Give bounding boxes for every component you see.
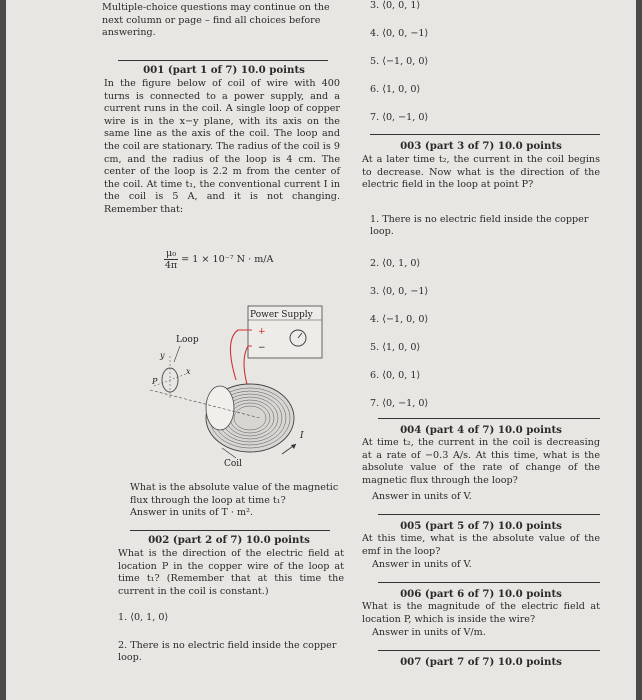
q007-header: 007 (part 7 of 7) 10.0 points bbox=[400, 656, 562, 668]
current-label: I bbox=[300, 431, 304, 441]
plus-terminal: + bbox=[258, 327, 266, 337]
q006-header: 006 (part 6 of 7) 10.0 points bbox=[400, 588, 562, 600]
point-p-label: P bbox=[152, 377, 158, 386]
q003-choice-2: 2. ⟨0, 1, 0⟩ bbox=[370, 258, 421, 269]
q004-body: At time t₂, the current in the coil is decreasing at a rate of −0.3 A/s. At this time, what is the absolute value of the rate of change of the magnetic flux through the loop? bbox=[362, 437, 600, 486]
q002-choice-3: 3. ⟨0, 0, 1⟩ bbox=[370, 0, 421, 11]
q001-answer-units: Answer in units of T · m². bbox=[130, 507, 254, 518]
q002-header: 002 (part 2 of 7) 10.0 points bbox=[148, 534, 310, 546]
divider bbox=[378, 418, 600, 419]
q003-choice-5: 5. ⟨1, 0, 0⟩ bbox=[370, 342, 421, 353]
coil-loop-figure bbox=[140, 300, 330, 470]
q002-choice-2: 2. There is no electric field inside the copper loop. bbox=[118, 640, 337, 663]
q003-body: At a later time t₂, the current in the coil begins to decrease. Now what is the direction of the electric field in the loop at point P? bbox=[362, 154, 600, 191]
q001-body: In the figure below of coil of wire with 400 turns is connected to a power supply, and a current runs in the coil. A single loop of copper wire is in the x−y plane, with its axis on the same line as the axis of the coil. The loop and the coil are stationary. The radius of the coil is 9 cm, and the radius of the loop is 4 cm. The center of the loop is 2.2 m from the center of the coil. At time t₁, the conventional current I in the coil is 5 A, and it is not changing. Remember that: bbox=[104, 78, 340, 215]
coil-label: Coil bbox=[224, 459, 243, 469]
mu0-formula bbox=[164, 248, 273, 271]
q004-answer-units: Answer in units of V. bbox=[372, 491, 472, 502]
intro-note: Multiple-choice questions may continue on the next column or page – find all choices before answering. bbox=[102, 2, 330, 39]
q001-header: 001 (part 1 of 7) 10.0 points bbox=[143, 64, 305, 76]
q003-header: 003 (part 3 of 7) 10.0 points bbox=[400, 140, 562, 152]
minus-terminal: − bbox=[258, 343, 266, 353]
power-supply-label: Power Supply bbox=[250, 310, 313, 320]
formula-denominator: 4π bbox=[164, 260, 178, 271]
q002-choice-5: 5. ⟨−1, 0, 0⟩ bbox=[370, 56, 429, 67]
q004-header: 004 (part 4 of 7) 10.0 points bbox=[400, 424, 562, 436]
q002-choice-1: 1. ⟨0, 1, 0⟩ bbox=[118, 612, 169, 623]
q002-choice-6: 6. ⟨1, 0, 0⟩ bbox=[370, 84, 421, 95]
divider bbox=[130, 530, 330, 531]
y-axis-label: y bbox=[160, 351, 165, 360]
q001-question: What is the absolute value of the magnetic flux through the loop at time t₁? bbox=[130, 482, 339, 506]
q005-answer-units: Answer in units of V. bbox=[372, 559, 472, 570]
formula-rhs: = 1 × 10⁻⁷ N · m/A bbox=[181, 254, 274, 265]
q002-choice-7: 7. ⟨0, −1, 0⟩ bbox=[370, 112, 429, 123]
q003-choice-4: 4. ⟨−1, 0, 0⟩ bbox=[370, 314, 429, 325]
x-axis-label: x bbox=[186, 367, 191, 376]
q006-answer-units: Answer in units of V/m. bbox=[372, 627, 486, 638]
q002-choice-4: 4. ⟨0, 0, −1⟩ bbox=[370, 28, 429, 39]
divider bbox=[118, 60, 328, 61]
q003-choice-6: 6. ⟨0, 0, 1⟩ bbox=[370, 370, 421, 381]
q002-body: What is the direction of the electric field at location P in the copper wire of the loop at time t₁? (Remember that at this time the current in the coil is constant.) bbox=[118, 548, 344, 597]
divider bbox=[378, 650, 600, 651]
q006-body: What is the magnitude of the electric field at location P, which is inside the wire? bbox=[362, 601, 600, 625]
q003-choice-7: 7. ⟨0, −1, 0⟩ bbox=[370, 398, 429, 409]
q003-choice-1: 1. There is no electric field inside the copper loop. bbox=[370, 214, 589, 237]
q003-choice-3: 3. ⟨0, 0, −1⟩ bbox=[370, 286, 429, 297]
divider bbox=[378, 582, 600, 583]
q005-body: At this time, what is the absolute value of the emf in the loop? bbox=[362, 533, 600, 557]
loop-label: Loop bbox=[176, 335, 199, 345]
formula-numerator: μ₀ bbox=[166, 248, 177, 259]
divider bbox=[378, 514, 600, 515]
q005-header: 005 (part 5 of 7) 10.0 points bbox=[400, 520, 562, 532]
divider bbox=[370, 134, 600, 135]
